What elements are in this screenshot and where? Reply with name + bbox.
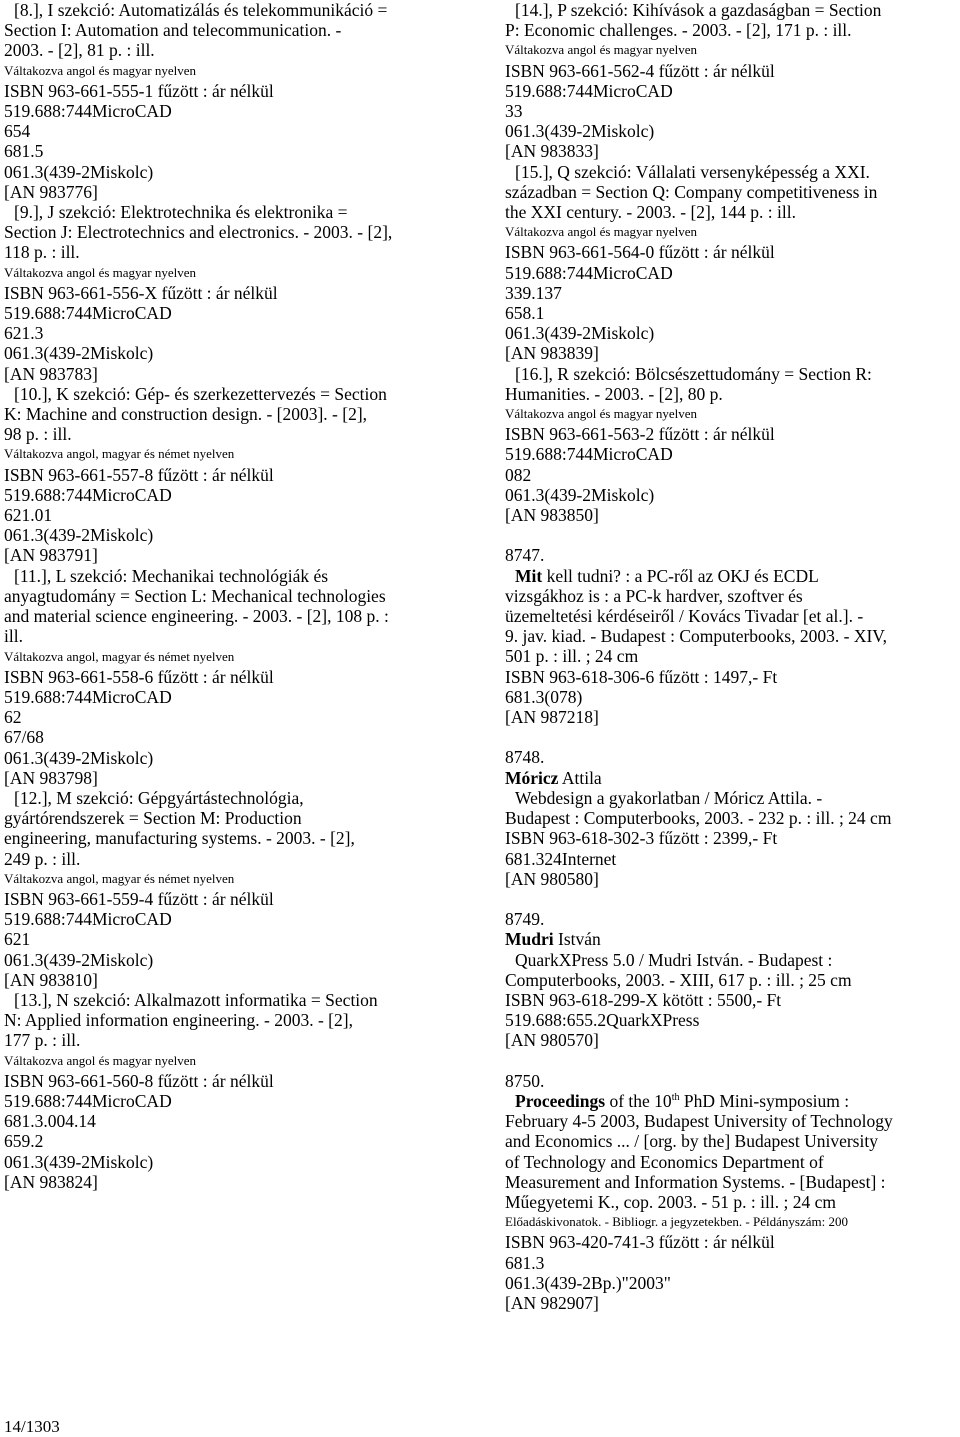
line-text: [15.], Q szekció: Vállalati versenyképesség a XXI. [515, 161, 870, 182]
text-line [4, 687, 474, 707]
text-line [505, 828, 960, 848]
line-text: [AN 983839] [505, 343, 599, 364]
line-text: Computerbooks, 2003. - XIII, 617 p. : ill. ; 25 cm [505, 969, 852, 990]
line-text: 118 p. : ill. [4, 242, 80, 263]
line-text: 061.3(439-2Miskolc) [4, 343, 154, 364]
text-line [4, 566, 474, 586]
text-line [505, 687, 960, 707]
entry-main-heading: Mit [515, 565, 543, 586]
text-line [4, 323, 474, 343]
line-text: 681.324Internet [505, 848, 617, 869]
text-line [505, 0, 960, 20]
line-text: [12.], M szekció: Gépgyártástechnológia, [14, 787, 304, 808]
text-line [505, 1030, 960, 1050]
line-text: 98 p. : ill. [4, 424, 72, 445]
text-line [505, 667, 960, 687]
text-line [505, 727, 960, 747]
text-line [505, 465, 960, 485]
line-text: ISBN 963-618-299-X kötött : 5500,- Ft [505, 989, 782, 1010]
line-text: [AN 983776] [4, 181, 98, 202]
line-text: [AN 983791] [4, 545, 98, 566]
text-line [4, 748, 474, 768]
text-line [4, 1131, 474, 1151]
line-text: 2003. - [2], 81 p. : ill. [4, 40, 155, 61]
text-line [505, 323, 960, 343]
text-line [505, 929, 960, 949]
line-text: ISBN 963-661-563-2 fűzött : ár nélkül [505, 424, 775, 445]
text-line [505, 141, 960, 161]
line-text: 519.688:744MicroCAD [505, 80, 673, 101]
text-line [505, 626, 960, 646]
line-text: Humanities. - 2003. - [2], 80 p. [505, 383, 723, 404]
line-text: 8749. [505, 909, 545, 930]
line-text: [AN 987218] [505, 707, 599, 728]
text-line [505, 424, 960, 444]
line-text: 681.3(078) [505, 686, 583, 707]
text-line [4, 1152, 474, 1172]
text-line [4, 1030, 474, 1050]
left-column [4, 0, 474, 1192]
line-text: 061.3(439-2Miskolc) [505, 484, 655, 505]
line-text: 519.688:744MicroCAD [4, 1090, 172, 1111]
text-line [505, 1091, 960, 1111]
line-text: 621.01 [4, 505, 53, 526]
line-text: [AN 982907] [505, 1292, 599, 1313]
line-text: 061.3(439-2Bp.)"2003" [505, 1272, 671, 1293]
text-line [4, 707, 474, 727]
line-text: 501 p. : ill. ; 24 cm [505, 646, 639, 667]
text-line [4, 0, 474, 20]
text-line [4, 343, 474, 363]
text-line [505, 1192, 960, 1212]
line-text: ISBN 963-618-302-3 fűzött : 2399,- Ft [505, 828, 778, 849]
text-line [4, 242, 474, 262]
line-text: [9.], J szekció: Elektrotechnika és elektronika = [14, 202, 348, 223]
line-text: [16.], R szekció: Bölcsészettudomány = Section R: [515, 363, 872, 384]
text-line [4, 465, 474, 485]
text-line [505, 909, 960, 929]
text-line [505, 444, 960, 464]
text-line [505, 808, 960, 828]
text-line [4, 1051, 474, 1071]
line-text: 061.3(439-2Miskolc) [4, 747, 154, 768]
line-text: N: Applied information engineering. - 2003. - [2], [4, 1010, 353, 1031]
text-line [4, 1071, 474, 1091]
text-line [505, 1253, 960, 1273]
text-line [4, 364, 474, 384]
line-text: 681.5 [4, 141, 44, 162]
line-text: 061.3(439-2Miskolc) [4, 161, 154, 182]
text-line [4, 990, 474, 1010]
text-line [4, 889, 474, 909]
text-line [505, 20, 960, 40]
line-text: Váltakozva angol és magyar nyelven [505, 406, 698, 422]
text-line [4, 828, 474, 848]
text-line [4, 849, 474, 869]
page-number: 14/1303 [4, 1417, 60, 1436]
text-line [505, 849, 960, 869]
text-line [4, 404, 474, 424]
line-text: 8747. [505, 545, 545, 566]
line-text: 519.688:744MicroCAD [4, 909, 172, 930]
text-line [4, 970, 474, 990]
text-line [4, 929, 474, 949]
text-line [4, 121, 474, 141]
line-text: ill. [4, 626, 23, 647]
text-line [4, 202, 474, 222]
line-text: ISBN 963-420-741-3 fűzött : ár nélkül [505, 1232, 775, 1253]
line-text: Váltakozva angol és magyar nyelven [505, 224, 698, 240]
line-text: gyártórendszerek = Section M: Production [4, 808, 302, 829]
line-text: 621 [4, 929, 31, 950]
text-line [505, 788, 960, 808]
line-text: 67/68 [4, 727, 44, 748]
text-line [4, 182, 474, 202]
line-text: 8748. [505, 747, 545, 768]
text-line [4, 444, 474, 464]
line-text: [11.], L szekció: Mechanikai technológiák és [14, 565, 329, 586]
line-text: ISBN 963-661-558-6 fűzött : ár nélkül [4, 666, 274, 687]
superscript: th [671, 1092, 680, 1104]
text-line [505, 747, 960, 767]
text-line [505, 61, 960, 81]
line-text: 519.688:744MicroCAD [4, 686, 172, 707]
text-line [505, 1071, 960, 1091]
text-line [4, 40, 474, 60]
text-line [505, 485, 960, 505]
text-line [505, 606, 960, 626]
line-text: ISBN 963-661-559-4 fűzött : ár nélkül [4, 888, 274, 909]
text-line [4, 303, 474, 323]
text-line [505, 869, 960, 889]
line-text: 519.688:744MicroCAD [505, 444, 673, 465]
text-line [4, 768, 474, 788]
text-line [505, 1152, 960, 1172]
text-line [505, 81, 960, 101]
line-text: kell tudni? : a PC-ről az OKJ és ECDL [542, 565, 819, 586]
line-text: Attila [558, 767, 602, 788]
line-text: Section J: Electrotechnics and electronics. - 2003. - [2], [4, 222, 393, 243]
line-text: Webdesign a gyakorlatban / Móricz Attila. - [515, 787, 823, 808]
line-text: István [553, 929, 601, 950]
text-line [505, 707, 960, 727]
text-line [505, 263, 960, 283]
text-line [505, 101, 960, 121]
line-text-cont: PhD Mini-symposium : [679, 1090, 850, 1111]
line-text: and material science engineering. - 2003. - [2], 108 p. : [4, 606, 389, 627]
text-line [4, 606, 474, 626]
text-line [505, 283, 960, 303]
line-text: of the 10 [605, 1090, 672, 1111]
line-text: and Economics ... / [org. by the] Budapest University [505, 1131, 878, 1152]
text-line [505, 586, 960, 606]
line-text: 519.688:744MicroCAD [4, 303, 172, 324]
text-line [4, 808, 474, 828]
text-line [505, 1293, 960, 1313]
line-text: ISBN 963-661-557-8 fűzött : ár nélkül [4, 464, 274, 485]
line-text: [13.], N szekció: Alkalmazott informatika = Section [14, 989, 378, 1010]
line-text: 061.3(439-2Miskolc) [4, 949, 154, 970]
text-line [505, 1131, 960, 1151]
text-line [505, 1051, 960, 1071]
text-line [505, 222, 960, 242]
line-text: 061.3(439-2Miskolc) [4, 1151, 154, 1172]
text-line [505, 889, 960, 909]
line-text: 519.688:655.2QuarkXPress [505, 1010, 700, 1031]
text-line [505, 990, 960, 1010]
line-text: February 4-5 2003, Budapest University of Technology [505, 1111, 893, 1132]
text-line [4, 263, 474, 283]
line-text: QuarkXPress 5.0 / Mudri István. - Budapest : [515, 949, 833, 970]
text-line [4, 869, 474, 889]
text-line [4, 950, 474, 970]
line-text: Váltakozva angol és magyar nyelven [4, 1052, 197, 1068]
text-line [4, 384, 474, 404]
line-text: [AN 983810] [4, 969, 98, 990]
text-line [4, 485, 474, 505]
text-line [4, 647, 474, 667]
text-line [505, 343, 960, 363]
text-line [4, 505, 474, 525]
line-text: ISBN 963-618-306-6 fűzött : 1497,- Ft [505, 666, 778, 687]
line-text: [10.], K szekció: Gép- és szerkezettervezés = Section [14, 383, 387, 404]
line-text: 62 [4, 707, 22, 728]
text-line [4, 525, 474, 545]
text-line [4, 222, 474, 242]
text-line [505, 1010, 960, 1030]
text-line [505, 505, 960, 525]
line-text: [8.], I szekció: Automatizálás és telekommunikáció = [14, 0, 388, 20]
text-line [4, 101, 474, 121]
line-text: Váltakozva angol, magyar és német nyelven [4, 446, 235, 462]
line-text: 654 [4, 121, 31, 142]
text-line [505, 566, 960, 586]
text-line [505, 404, 960, 424]
line-text: 659.2 [4, 1131, 44, 1152]
line-text: ISBN 963-661-556-X fűzött : ár nélkül [4, 282, 278, 303]
line-text: the XXI century. - 2003. - [2], 144 p. : ill. [505, 202, 796, 223]
text-line [505, 40, 960, 60]
text-line [505, 970, 960, 990]
text-line [505, 202, 960, 222]
text-line [505, 242, 960, 262]
right-column [505, 0, 960, 1313]
line-text: K: Machine and construction design. - [2003]. - [2], [4, 404, 368, 425]
text-line [505, 646, 960, 666]
line-text: [14.], P szekció: Kihívások a gazdaságban = Section [515, 0, 882, 20]
line-text: 8750. [505, 1070, 545, 1091]
line-text: 621.3 [4, 323, 44, 344]
line-text: Section I: Automation and telecommunication. - [4, 20, 342, 41]
text-line [4, 81, 474, 101]
text-line [505, 384, 960, 404]
text-line [505, 545, 960, 565]
entry-main-heading: Proceedings [515, 1090, 606, 1111]
text-line [505, 303, 960, 323]
line-text: 519.688:744MicroCAD [4, 101, 172, 122]
line-text: 061.3(439-2Miskolc) [505, 121, 655, 142]
line-text: Váltakozva angol, magyar és német nyelven [4, 870, 235, 886]
line-text: században = Section Q: Company competitiveness in [505, 181, 878, 202]
line-text: Measurement and Information Systems. - [Budapest] : [505, 1171, 886, 1192]
line-text: [AN 983833] [505, 141, 599, 162]
line-text: 681.3.004.14 [4, 1111, 96, 1132]
text-line [4, 667, 474, 687]
text-line [505, 768, 960, 788]
line-text: ISBN 963-661-555-1 fűzött : ár nélkül [4, 80, 274, 101]
line-text: ISBN 963-661-562-4 fűzött : ár nélkül [505, 60, 775, 81]
line-text: Váltakozva angol, magyar és német nyelven [4, 648, 235, 664]
text-line [4, 162, 474, 182]
text-line [4, 788, 474, 808]
line-text: 519.688:744MicroCAD [505, 262, 673, 283]
line-text: 681.3 [505, 1252, 545, 1273]
line-text: 249 p. : ill. [4, 848, 81, 869]
text-line [505, 121, 960, 141]
line-text: 658.1 [505, 303, 545, 324]
text-line [4, 586, 474, 606]
text-line [4, 909, 474, 929]
line-text: 33 [505, 101, 523, 122]
line-text: [AN 983798] [4, 767, 98, 788]
entry-main-heading: Mudri [505, 929, 554, 950]
line-text: Előadáskivonatok. - Bibliogr. a jegyzetekben. - Példányszám: 200 [505, 1214, 848, 1230]
line-text: [AN 983824] [4, 1171, 98, 1192]
text-line [505, 182, 960, 202]
text-line [505, 1273, 960, 1293]
text-line [4, 1111, 474, 1131]
text-line [4, 141, 474, 161]
line-text: anyagtudomány = Section L: Mechanical technologies [4, 585, 386, 606]
text-line [4, 1172, 474, 1192]
line-text: [AN 980580] [505, 868, 599, 889]
text-line [4, 1091, 474, 1111]
line-text: Váltakozva angol és magyar nyelven [4, 62, 197, 78]
text-line [4, 727, 474, 747]
entry-main-heading: Móricz [505, 767, 559, 788]
line-text: 082 [505, 464, 532, 485]
text-line [4, 61, 474, 81]
line-text: [AN 983850] [505, 505, 599, 526]
text-line [505, 162, 960, 182]
line-text: 061.3(439-2Miskolc) [4, 525, 154, 546]
text-line [4, 20, 474, 40]
line-text: 519.688:744MicroCAD [4, 484, 172, 505]
line-text: Váltakozva angol és magyar nyelven [505, 42, 698, 58]
line-text: 339.137 [505, 282, 562, 303]
line-text: [AN 983783] [4, 363, 98, 384]
text-line [505, 364, 960, 384]
line-text: 177 p. : ill. [4, 1030, 81, 1051]
line-text: of Technology and Economics Department of [505, 1151, 824, 1172]
line-text: P: Economic challenges. - 2003. - [2], 171 p. : ill. [505, 20, 852, 41]
text-line [505, 1172, 960, 1192]
line-text: [AN 980570] [505, 1030, 599, 1051]
line-text: 9. jav. kiad. - Budapest : Computerbooks, 2003. - XIV, [505, 626, 888, 647]
line-text: Műegyetemi K., cop. 2003. - 51 p. : ill. ; 24 cm [505, 1191, 836, 1212]
text-line [4, 626, 474, 646]
text-line [4, 545, 474, 565]
text-line [505, 1212, 960, 1232]
line-text: ISBN 963-661-560-8 fűzött : ár nélkül [4, 1070, 274, 1091]
text-line [505, 1232, 960, 1252]
text-line [505, 1111, 960, 1131]
text-line [505, 525, 960, 545]
line-text: üzemeltetési kérdéseiről / Kovács Tivadar [et al.]. - [505, 606, 864, 627]
text-line [4, 424, 474, 444]
text-line [505, 950, 960, 970]
line-text: 061.3(439-2Miskolc) [505, 323, 655, 344]
line-text: Budapest : Computerbooks, 2003. - 232 p. : ill. ; 24 cm [505, 808, 892, 829]
text-line [4, 1010, 474, 1030]
line-text: Váltakozva angol és magyar nyelven [4, 264, 197, 280]
line-text: engineering, manufacturing systems. - 2003. - [2], [4, 828, 355, 849]
text-line [4, 283, 474, 303]
line-text: ISBN 963-661-564-0 fűzött : ár nélkül [505, 242, 775, 263]
line-text: vizsgákhoz is : a PC-k hardver, szoftver és [505, 585, 803, 606]
